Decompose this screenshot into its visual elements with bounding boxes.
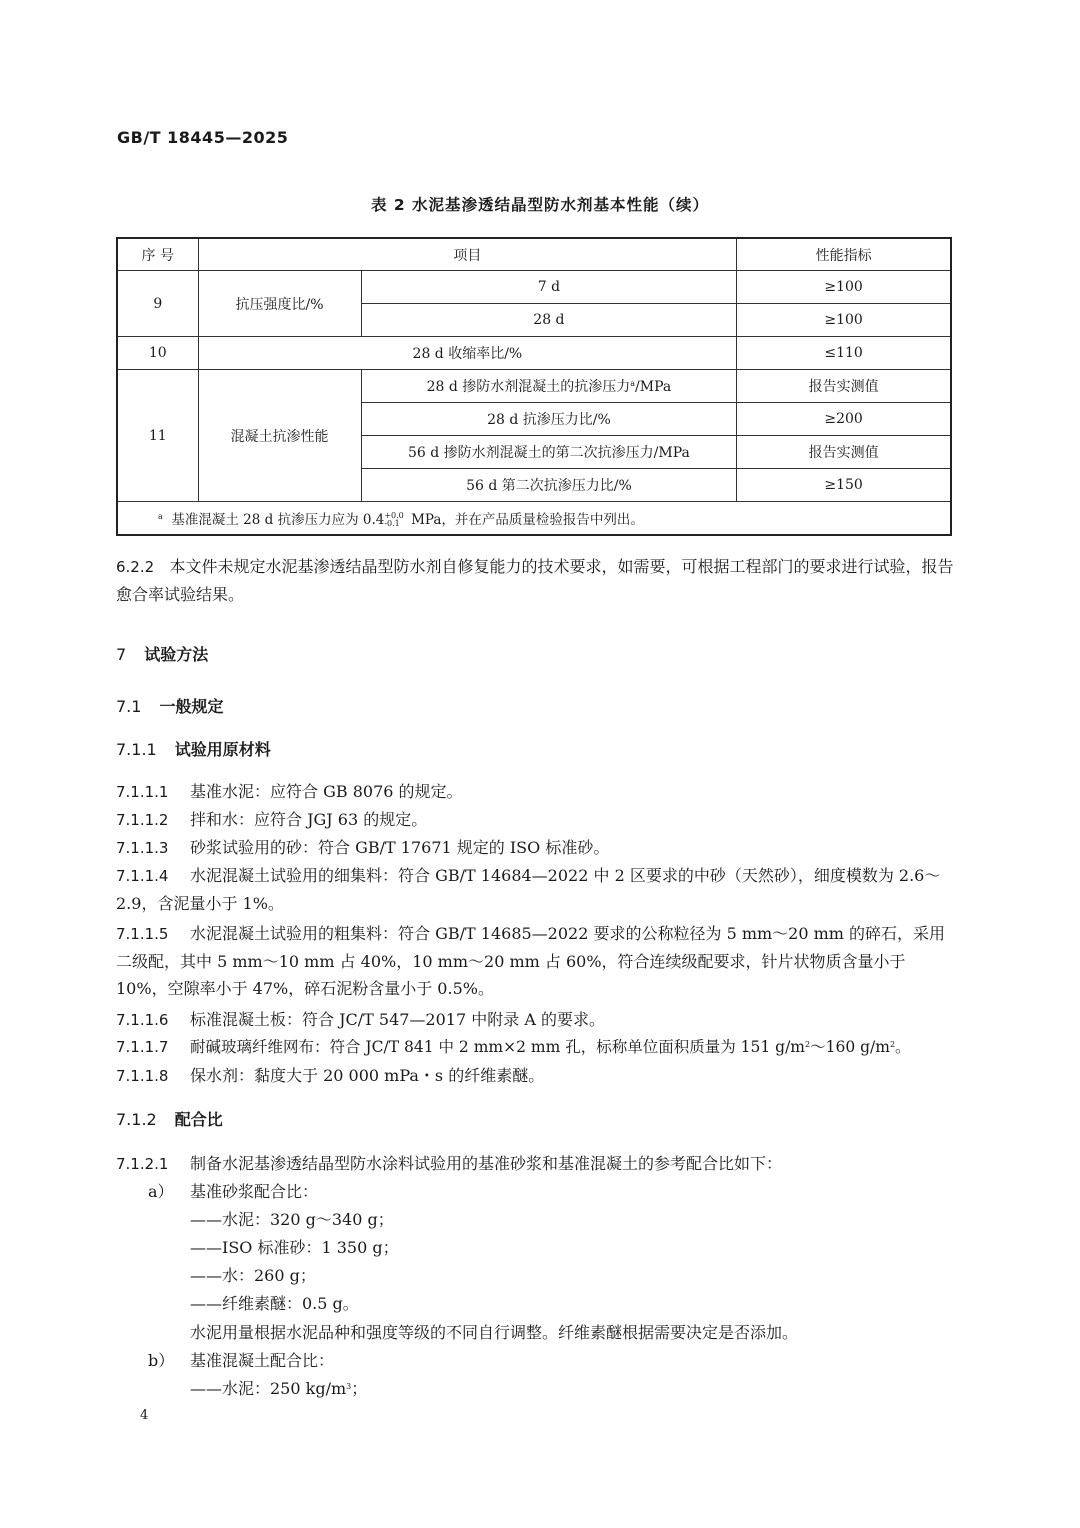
row-spec-value: ≤110 [737,337,951,370]
footnote-text: 基准混凝土 28 d 抗渗压力应为 0.4 [171,511,385,528]
clause-text: 保水剂：黏度大于 20 000 mPa・s 的纤维素醚。 [190,1066,545,1085]
clause-text: 标准混凝土板：符合 JC/T 547—2017 中附录 A 的要求。 [190,1010,605,1029]
table-row [117,370,951,403]
clause-number: 7.1.1.6 [116,1011,169,1029]
row-spec-value: ≥100 [737,304,951,337]
section-number: 7.1 [116,697,142,716]
clause-number: 7.1.1.3 [116,839,169,857]
column-header-no: 序 号 [117,238,198,271]
clause-7-1-1-1 [116,779,463,802]
row-item: 28 d 收缩率比/% [198,337,737,370]
list-item-a [148,1179,318,1202]
superscript: 3 [346,1382,352,1391]
list-detail: ——ISO 标准砂：1 350 g； [190,1238,399,1257]
detail-text: ——水泥：250 kg/m [190,1379,347,1398]
clause-text-end: 。 [895,1038,911,1056]
clause-7-1-1-7 [116,1035,911,1057]
row-subitem: 28 d [361,304,737,337]
row-spec-value: ≥150 [737,469,951,502]
list-label: a） [148,1182,174,1201]
clause-number: 7.1.1.7 [116,1038,169,1056]
clause-text: 水泥混凝土试验用的粗集料：符合 GB/T 14685—2022 要求的公称粒径为 5 mm～20 mm 的碎石，采用二级配，其中 5 mm～10 mm 占 40%，10 mm～20 mm 占 60%，符合连续级配要求，针片状物质含量小于 10%，空隙率小于 47%，碎石泥粉含量小于 0.5%。 [116,924,946,998]
section-number: 7.1.2 [116,1110,157,1129]
clause-7-1-1-8 [116,1063,544,1086]
section-title: 配合比 [174,1110,223,1129]
column-header-item: 项目 [198,238,737,271]
tolerance-stack [384,512,403,528]
list-detail: ——水：260 g； [190,1266,316,1285]
row-subitem: 56 d 第二次抗渗压力比/% [361,469,737,502]
row-subitem: 7 d [361,271,737,304]
clause-7-1-1-4 [116,862,954,917]
subitem-text: 28 d 掺防水剂混凝土的抗渗压力 [426,379,631,395]
clause-7-1-1-5 [116,920,954,1002]
row-number: 11 [117,370,198,502]
section-heading-7-1 [116,694,223,717]
clause-7-1-1-3 [116,835,609,858]
list-detail: ——纤维素醚：0.5 g。 [190,1294,359,1313]
section-number: 7 [116,645,127,664]
clause-6-2-2 [116,553,954,608]
clause-7-1-2-1 [116,1151,782,1174]
list-note: 水泥用量根据水泥品种和强度等级的不同自行调整。纤维素醚根据需要决定是否添加。 [190,1323,799,1342]
clause-7-1-1-2 [116,807,427,830]
page-number: 4 [140,1408,149,1423]
list-detail [190,1376,367,1399]
clause-text: 水泥混凝土试验用的细集料：符合 GB/T 14684—2022 中 2 区要求的中砂（天然砂），细度模数为 2.6～2.9，含泥量小于 1%。 [116,866,941,913]
clause-number: 7.1.1.2 [116,811,169,829]
clause-text: 耐碱玻璃纤维网布：符合 JC/T 841 中 2 mm×2 mm 孔，标称单位面积质量为 151 g/m [190,1038,805,1056]
table-footnote-row [117,502,951,536]
list-item-b [148,1348,334,1371]
list-title: 基准砂浆配合比： [190,1182,319,1201]
footnote-marker: a [630,379,636,388]
section-title: 一般规定 [159,697,224,716]
clause-text-mid: ～160 g/m [810,1038,890,1056]
clause-text: 拌和水：应符合 JGJ 63 的规定。 [190,810,428,829]
clause-number: 7.1.1.1 [116,783,169,801]
row-item: 抗压强度比/% [198,271,361,337]
detail-text-end: ； [351,1379,368,1398]
subitem-unit: /MPa [635,379,672,395]
clause-7-1-1-6 [116,1007,605,1030]
section-heading-7-1-1 [116,737,271,760]
row-subitem [361,370,737,403]
section-heading-7-1-2 [116,1107,223,1130]
row-spec-value: 报告实测值 [737,370,951,403]
performance-table [116,237,952,536]
row-spec-value: 报告实测值 [737,436,951,469]
table-row [117,337,951,370]
tolerance-upper: +0.0 [384,511,404,521]
clause-number: 7.1.2.1 [116,1155,169,1173]
clause-number: 7.1.1.5 [116,925,169,943]
clause-text: 制备水泥基渗透结晶型防水涂料试验用的基准砂浆和基准混凝土的参考配合比如下： [190,1154,783,1173]
table-row [117,271,951,304]
table-header-row [117,238,951,271]
superscript: 2 [805,1040,811,1049]
row-spec-value: ≥100 [737,271,951,304]
document-id-header: GB/T 18445—2025 [117,128,289,147]
tolerance-lower: -0.1 [384,519,400,529]
list-label: b） [148,1351,175,1370]
row-spec-value: ≥200 [737,403,951,436]
footnote-text-end: MPa，并在产品质量检验报告中列出。 [406,511,644,528]
section-title: 试验用原材料 [174,740,271,759]
table-footnote [117,502,951,536]
clause-text: 基准水泥：应符合 GB 8076 的规定。 [190,782,463,801]
list-detail: ——水泥：320 g～340 g； [190,1210,394,1229]
table-caption: 表 2 水泥基渗透结晶型防水剂基本性能（续） [370,196,710,214]
row-item: 混凝土抗渗性能 [198,370,361,502]
clause-number: 7.1.1.8 [116,1067,169,1085]
list-title: 基准混凝土配合比： [190,1351,335,1370]
column-header-spec: 性能指标 [737,238,951,271]
superscript: 2 [889,1040,896,1049]
row-number: 9 [117,271,198,337]
clause-text: 本文件未规定水泥基渗透结晶型防水剂自修复能力的技术要求，如需要，可根据工程部门的要求进行试验，报告愈合率试验结果。 [116,557,954,604]
clause-text: 砂浆试验用的砂：符合 GB/T 17671 规定的 ISO 标准砂。 [190,838,610,857]
row-subitem: 56 d 掺防水剂混凝土的第二次抗渗压力/MPa [361,436,737,469]
clause-number: 7.1.1.4 [116,867,169,885]
section-title: 试验方法 [144,645,209,664]
row-subitem: 28 d 抗渗压力比/% [361,403,737,436]
section-number: 7.1.1 [116,740,157,759]
footnote-marker: a [158,511,163,521]
clause-number: 6.2.2 [116,558,155,576]
section-heading-7 [116,642,208,665]
row-number: 10 [117,337,198,370]
